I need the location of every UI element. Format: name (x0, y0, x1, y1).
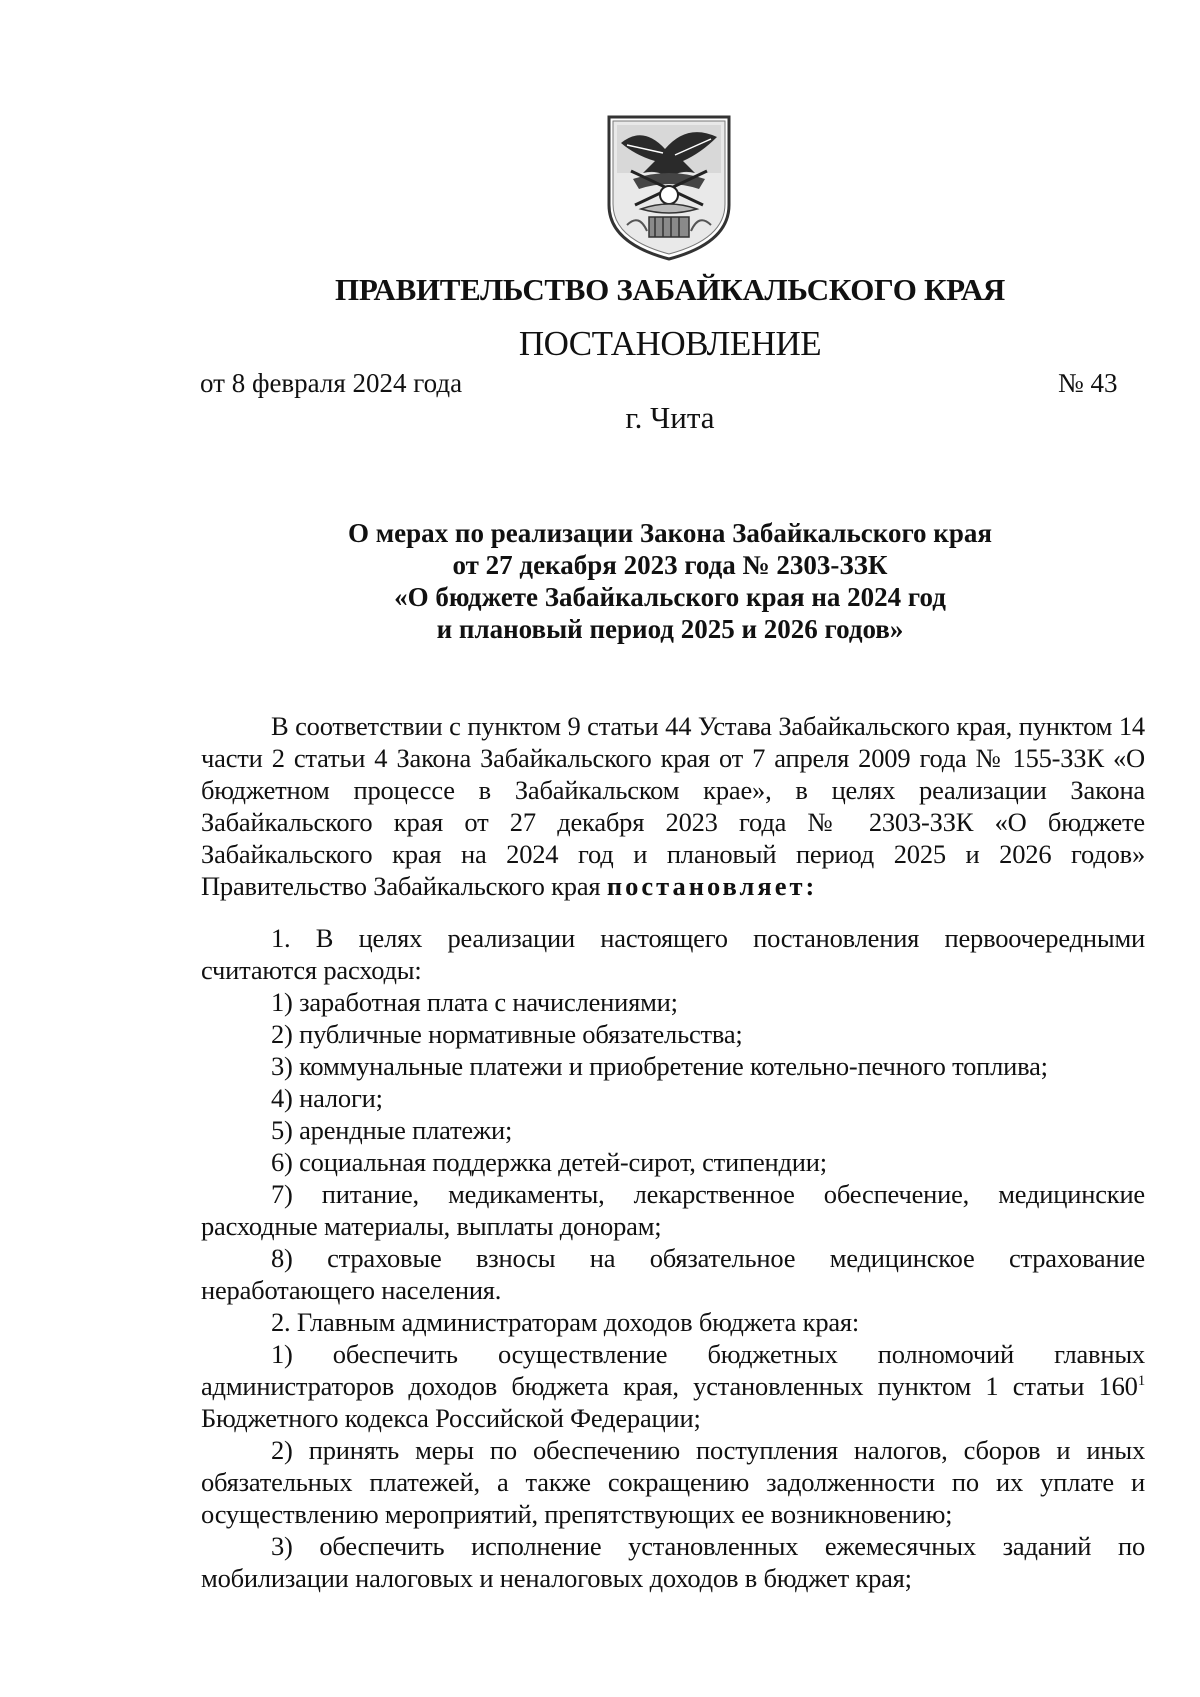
subject-line: от 27 декабря 2023 года № 2303-ЗЗК (452, 550, 888, 580)
list-item: 5) арендные платежи; (271, 1115, 513, 1145)
list-item: 7) питание, медикаменты, лекарственное обеспечение, медицинские расходные материалы, выплаты донорам; (201, 1179, 1145, 1241)
subject-line: и плановый период 2025 и 2026 годов» (436, 614, 904, 644)
document-city: г. Чита (625, 400, 715, 435)
document-type: ПОСТАНОВЛЕНИЕ (518, 324, 822, 363)
section-2-intro: 2. Главным администраторам доходов бюджета края: (271, 1307, 860, 1337)
document-date: от 8 февраля 2024 года (200, 368, 463, 398)
list-item: 3) обеспечить исполнение установленных ежемесячных заданий по мобилизации налоговых и неналоговых доходов в бюджет края; (201, 1531, 1145, 1593)
list-item-tail: Бюджетного кодекса Российской Федерации; (201, 1403, 701, 1433)
document-subject (300, 517, 1040, 645)
list-item: 2) принять меры по обеспечению поступления налогов, сборов и иных обязательных платежей, а также сокращению задолженности по их уплате и осуществлению мероприятий, препятствующих ее возникновению; (201, 1435, 1145, 1529)
list-item: 2) публичные нормативные обязательства; (271, 1019, 743, 1049)
government-title: ПРАВИТЕЛЬСТВО ЗАБАЙКАЛЬСКОГО КРАЯ (335, 272, 1005, 307)
list-item: 3) коммунальные платежи и приобретение котельно-печного топлива; (271, 1051, 1048, 1081)
list-item: 8) страховые взносы на обязательное медицинское страхование неработающего населения. (201, 1243, 1145, 1305)
list-item: 6) социальная поддержка детей-сирот, стипендии; (271, 1147, 827, 1177)
document-number: № 43 (1058, 368, 1118, 398)
document-body (201, 710, 1145, 1594)
list-item-text: 1) обеспечить осуществление бюджетных полномочий главных администраторов доходов бюджета края, установленных пунктом 1 статьи 160 (201, 1339, 1145, 1401)
list-item (201, 1338, 1145, 1434)
list-item: 1) заработная плата с начислениями; (271, 987, 678, 1017)
resolves-word: постановляет: (606, 871, 818, 901)
subject-line: «О бюджете Забайкальского края на 2024 год (394, 582, 946, 612)
zabaykalsky-krai-coat-of-arms-icon (603, 113, 735, 261)
preamble-text: В соответствии с пунктом 9 статьи 44 Устава Забайкальского края, пунктом 14 части 2 статьи 4 Закона Забайкальского края от 7 апреля 2009 года № 155-ЗЗК «О бюджетном процессе в Забайкальском крае», в целях реализации Закона Забайкальского края от 27 декабря 2023 года № 2303-ЗЗК «О бюджете Забайкальского края на 2024 год и плановый период 2025 и 2026 годов» Правительство Забайкальского края (201, 711, 1145, 901)
section-1-intro: 1. В целях реализации настоящего постановления первоочередными считаются расходы: (201, 923, 1145, 985)
article-superscript: 1 (1137, 1373, 1145, 1390)
preamble-paragraph (201, 710, 1145, 902)
list-item: 4) налоги; (271, 1083, 383, 1113)
subject-line: О мерах по реализации Закона Забайкальского края (348, 518, 992, 548)
